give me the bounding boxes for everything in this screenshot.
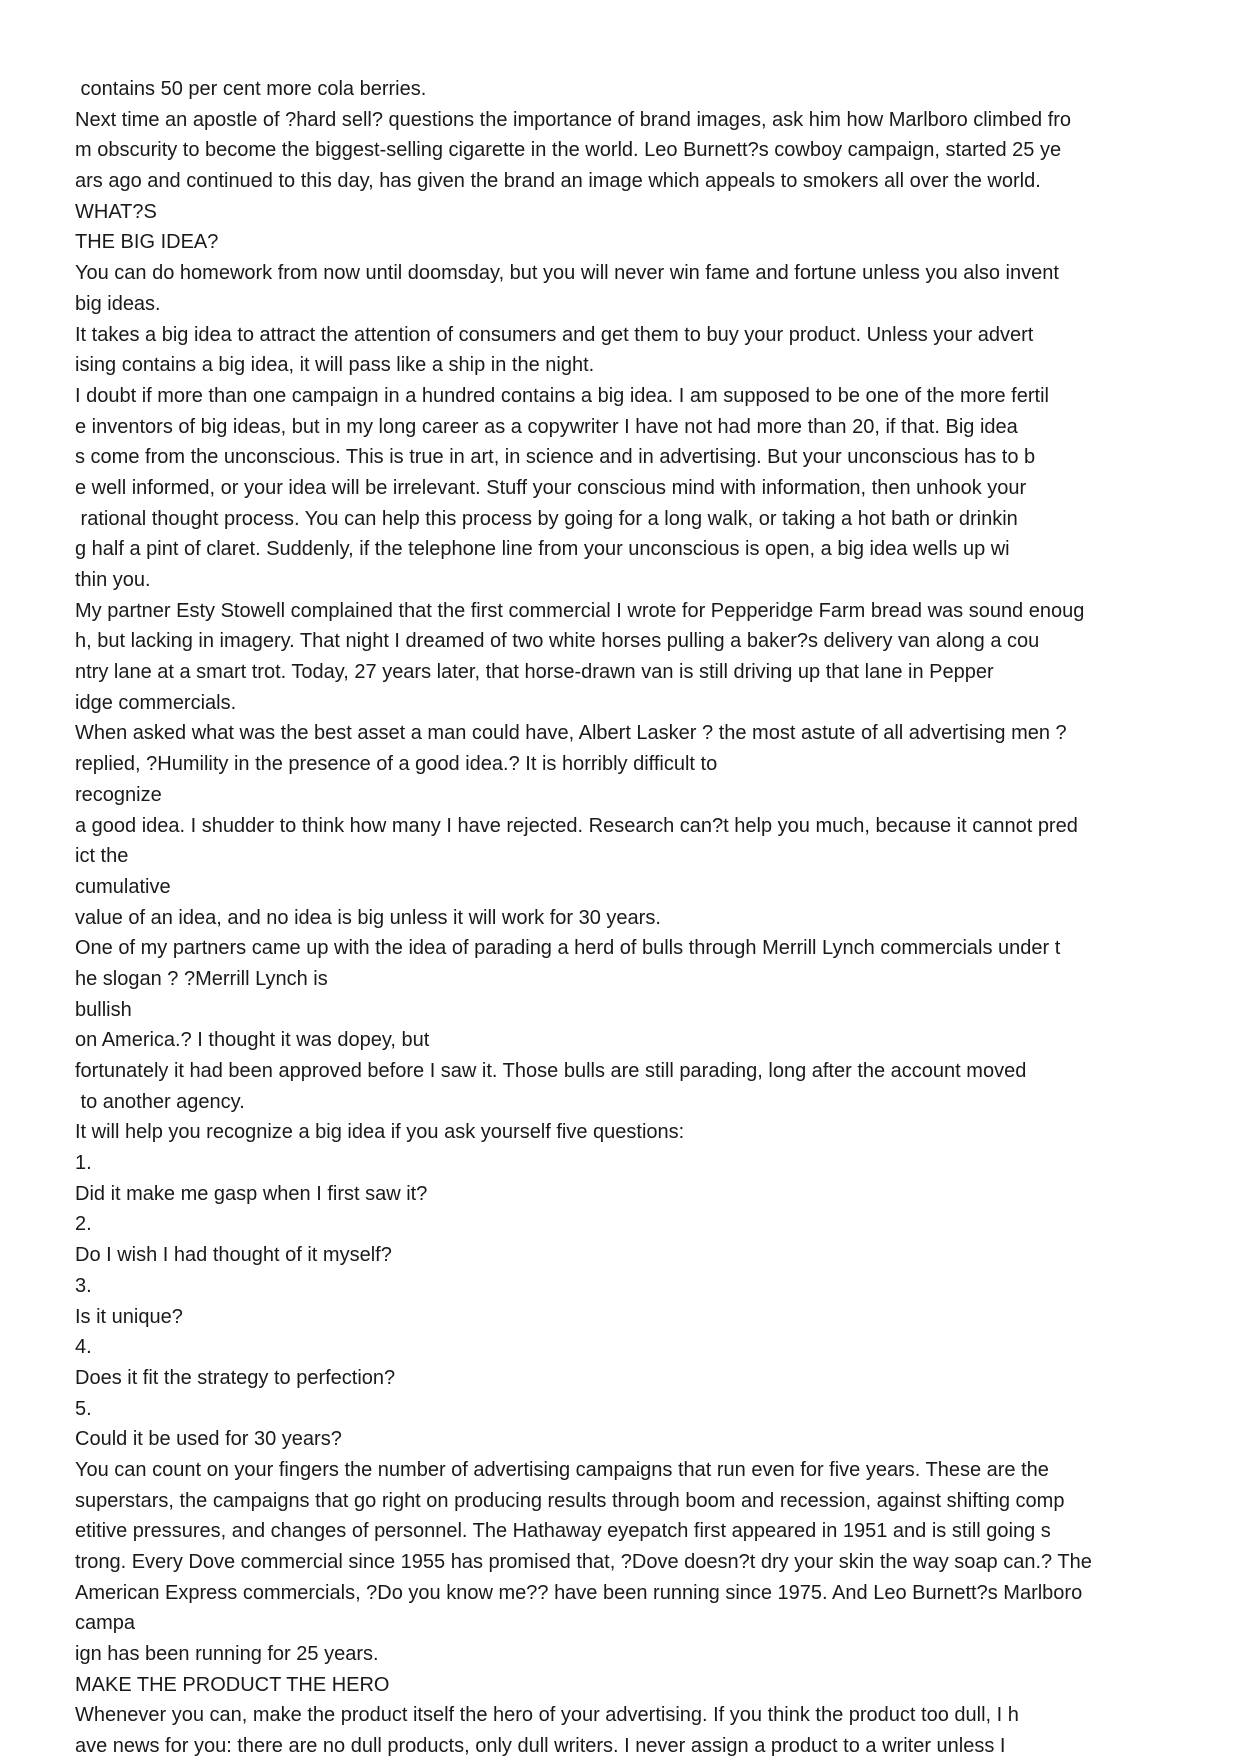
text-line: 2. bbox=[75, 1213, 92, 1236]
text-line: ars ago and continued to this day, has given the brand an image which appeals to smokers all over the world. bbox=[75, 170, 1041, 193]
text-line: 5. bbox=[75, 1397, 92, 1420]
text-line: 4. bbox=[75, 1336, 92, 1359]
text-line: on America.? I thought it was dopey, but bbox=[75, 1029, 430, 1052]
text-line: ntry lane at a smart trot. Today, 27 years later, that horse-drawn van is still driving up that lane in Pepper bbox=[75, 661, 994, 684]
text-line: trong. Every Dove commercial since 1955 has promised that, ?Dove doesn?t dry your skin the way soap can.? The bbox=[75, 1551, 1092, 1573]
text-line: Whenever you can, make the product itself the hero of your advertising. If you think the product too dull, I h bbox=[75, 1704, 1019, 1727]
text-line: to another agency. bbox=[75, 1090, 245, 1113]
text-line: a good idea. I shudder to think how many I have rejected. Research can?t help you much, because it cannot pred bbox=[75, 814, 1078, 837]
text-line: You can do homework from now until doomsday, but you will never win fame and fortune unless you also invent bbox=[75, 262, 1059, 285]
text-line: he slogan ? ?Merrill Lynch is bbox=[75, 967, 328, 990]
text-line: thin you. bbox=[75, 569, 151, 591]
text-line: s come from the unconscious. This is true in art, in science and in advertising. But your unconscious has to b bbox=[75, 446, 1036, 469]
text-line: WHAT?S bbox=[75, 200, 157, 223]
text-line: h, but lacking in imagery. That night I dreamed of two white horses pulling a baker?s delivery van along a cou bbox=[75, 630, 1040, 653]
text-line: 1. bbox=[75, 1152, 92, 1175]
text-line: ict the bbox=[75, 845, 129, 868]
text-line: idge commercials. bbox=[75, 691, 237, 714]
text-line: etitive pressures, and changes of personnel. The Hathaway eyepatch first appeared in 1951 and is still going s bbox=[75, 1520, 1051, 1543]
text-line: recognize bbox=[75, 783, 162, 806]
text-line: ising contains a big idea, it will pass like a ship in the night. bbox=[75, 354, 595, 377]
text-line: It takes a big idea to attract the attention of consumers and get them to buy your product. Unless your advert bbox=[75, 323, 1034, 346]
text-line: e well informed, or your idea will be irrelevant. Stuff your conscious mind with information, then unhook your bbox=[75, 476, 1027, 499]
text-line: replied, ?Humility in the presence of a good idea.? It is horribly difficult to bbox=[75, 753, 718, 776]
text-line: superstars, the campaigns that go right on producing results through boom and recession, against shifting comp bbox=[75, 1489, 1065, 1512]
text-line: Do I wish I had thought of it myself? bbox=[75, 1244, 392, 1267]
text-line: THE BIG IDEA? bbox=[75, 231, 219, 254]
text-line: You can count on your fingers the number of advertising campaigns that run even for five years. These are the bbox=[75, 1458, 1049, 1481]
text-line: It will help you recognize a big idea if you ask yourself five questions: bbox=[75, 1121, 685, 1144]
text-line: American Express commercials, ?Do you know me?? have been running since 1975. And Leo Burnett?s Marlboro bbox=[75, 1581, 1083, 1604]
text-line: 3. bbox=[75, 1274, 92, 1297]
text-line: MAKE THE PRODUCT THE HERO bbox=[75, 1673, 390, 1696]
text-line: Is it unique? bbox=[75, 1305, 183, 1328]
text-line: value of an idea, and no idea is big unless it will work for 30 years. bbox=[75, 906, 661, 929]
text-line: campa bbox=[75, 1612, 136, 1635]
text-line: Could it be used for 30 years? bbox=[75, 1428, 342, 1451]
text-line: contains 50 per cent more cola berries. bbox=[75, 78, 427, 100]
text-line: big ideas. bbox=[75, 292, 161, 315]
text-line: m obscurity to become the biggest-selling cigarette in the world. Leo Burnett?s cowboy campaign, started 25 ye bbox=[75, 139, 1062, 162]
text-line: bullish bbox=[75, 998, 132, 1021]
text-line: When asked what was the best asset a man could have, Albert Lasker ? the most astute of all advertising men ? bbox=[75, 722, 1067, 745]
text-line: Next time an apostle of ?hard sell? questions the importance of brand images, ask him how Marlboro climbed fro bbox=[75, 108, 1072, 131]
text-line: I doubt if more than one campaign in a hundred contains a big idea. I am supposed to be one of the more fertil bbox=[75, 384, 1049, 407]
text-line: cumulative bbox=[75, 875, 171, 898]
text-line: ign has been running for 25 years. bbox=[75, 1643, 379, 1666]
text-line: g half a pint of claret. Suddenly, if the telephone line from your unconscious is open, a big idea wells up wi bbox=[75, 538, 1010, 561]
text-line: ave news for you: there are no dull products, only dull writers. I never assign a product to a writer unless I bbox=[75, 1735, 1006, 1758]
text-line: e inventors of big ideas, but in my long career as a copywriter I have not had more than 20, if that. Big idea bbox=[75, 415, 1018, 438]
text-line: One of my partners came up with the idea of parading a herd of bulls through Merrill Lynch commercials under t bbox=[75, 937, 1061, 960]
text-line: My partner Esty Stowell complained that the first commercial I wrote for Pepperidge Farm bread was sound enoug bbox=[75, 599, 1085, 622]
text-line: Did it make me gasp when I first saw it? bbox=[75, 1182, 428, 1205]
text-line: fortunately it had been approved before I saw it. Those bulls are still parading, long after the account moved bbox=[75, 1060, 1027, 1082]
text-line: Does it fit the strategy to perfection? bbox=[75, 1366, 396, 1389]
text-line: rational thought process. You can help this process by going for a long walk, or taking a hot bath or drinkin bbox=[75, 507, 1018, 530]
document-page bbox=[75, 74, 1175, 1762]
